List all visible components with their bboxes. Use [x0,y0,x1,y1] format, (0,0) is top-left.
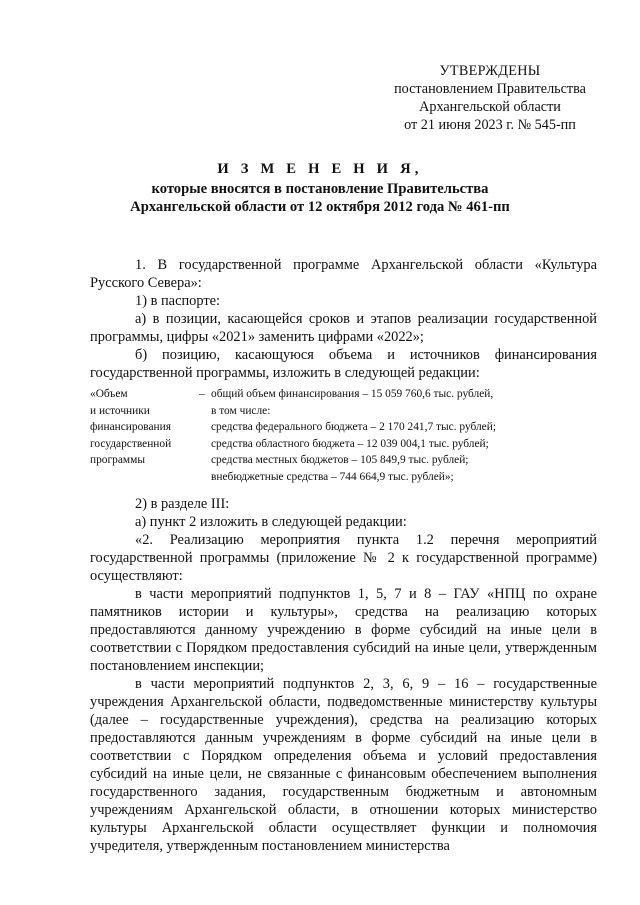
table-right-line: в том числе: [211,404,271,417]
paragraph-9: в части мероприятий подпунктов 2, 3, 6, 9 – 16 – государственные учреждения Архангельской области, подведомственные министерству культуры (далее – государственные учреждения), средства на реализацию которых предоставляются данным учреждениям в форме субсидий на иные цели в соответствии с Порядком определения объема и условий предоставления субсидий на иные цели, не связанные с финансовым обеспечением выполнения государственного задания, государственным бюджетным и автономным учреждениям Архангельской области, в отношении которых министерство культуры Архангельской области осуществляет функции и полномочия учредителя, утвержденным постановлением министерства [90,676,597,854]
table-left-column [90,386,200,469]
body-top [90,256,597,382]
paragraph-7: «2. Реализацию мероприятия пункта 1.2 перечня мероприятий государственной программы (приложение № 2 к государственной программе) осуществляют: [90,532,597,584]
heading-title: И З М Е Н Е Н И Я, [217,161,423,177]
table-right-line: средства местных бюджетов – 105 849,9 тыс. рублей; [211,454,469,467]
paragraph-8: в части мероприятий подпунктов 1, 5, 7 и 8 – ГАУ «НПЦ по охране памятников истории и культуры», средства на реализацию которых предоставляются данному учреждению в форме субсидий на иные цели в соответствии с Порядком предоставления субсидий на иные цели, утвержденным постановлением инспекции; [90,586,597,674]
table-right-column [211,386,601,486]
approval-block [380,62,600,134]
heading-line-1: которые вносятся в постановление Правительства [151,181,489,197]
approval-line-3: от 21 июня 2023 г. № 545-пп [404,117,576,133]
table-left-line: государственной [90,437,172,450]
paragraph-5: 2) в разделе III: [135,496,230,512]
body-bottom [90,495,597,855]
paragraph-4: б) позицию, касающуюся объема и источников финансирования государственной программы, изложить в следующей редакции: [90,347,597,381]
table-left-line: и источники [90,404,150,417]
approval-line-2: Архангельской области [419,99,561,115]
table-right-line: общий объем финансирования – 15 059 760,6 тыс. рублей, [211,388,494,400]
approval-line-1: постановлением Правительства [394,81,586,97]
paragraph-3: а) в позиции, касающейся сроков и этапов реализации государственной программы, цифры «2021» заменить цифрами «2022»; [90,311,597,345]
table-right-line: средства областного бюджета – 12 039 004,1 тыс. рублей; [211,437,489,450]
table-left-line: «Объем [90,388,128,400]
heading-line-2: Архангельской области от 12 октября 2012 года № 461-пп [130,199,510,215]
approval-title: УТВЕРЖДЕНЫ [439,63,541,79]
table-right-line: средства федерального бюджета – 2 170 241,7 тыс. рублей; [211,421,497,434]
paragraph-1: 1. В государственной программе Архангельской области «Культура Русского Севера»: [90,257,597,291]
document-heading [60,160,580,216]
table-left-line: финансирования [90,421,171,434]
table-right-line: внебюджетные средства – 744 664,9 тыс. рублей»; [211,470,454,483]
table-left-line: программы [90,454,145,467]
table-dash: – [199,388,205,400]
paragraph-6: а) пункт 2 изложить в следующей редакции: [135,514,407,530]
paragraph-2: 1) в паспорте: [135,293,221,309]
